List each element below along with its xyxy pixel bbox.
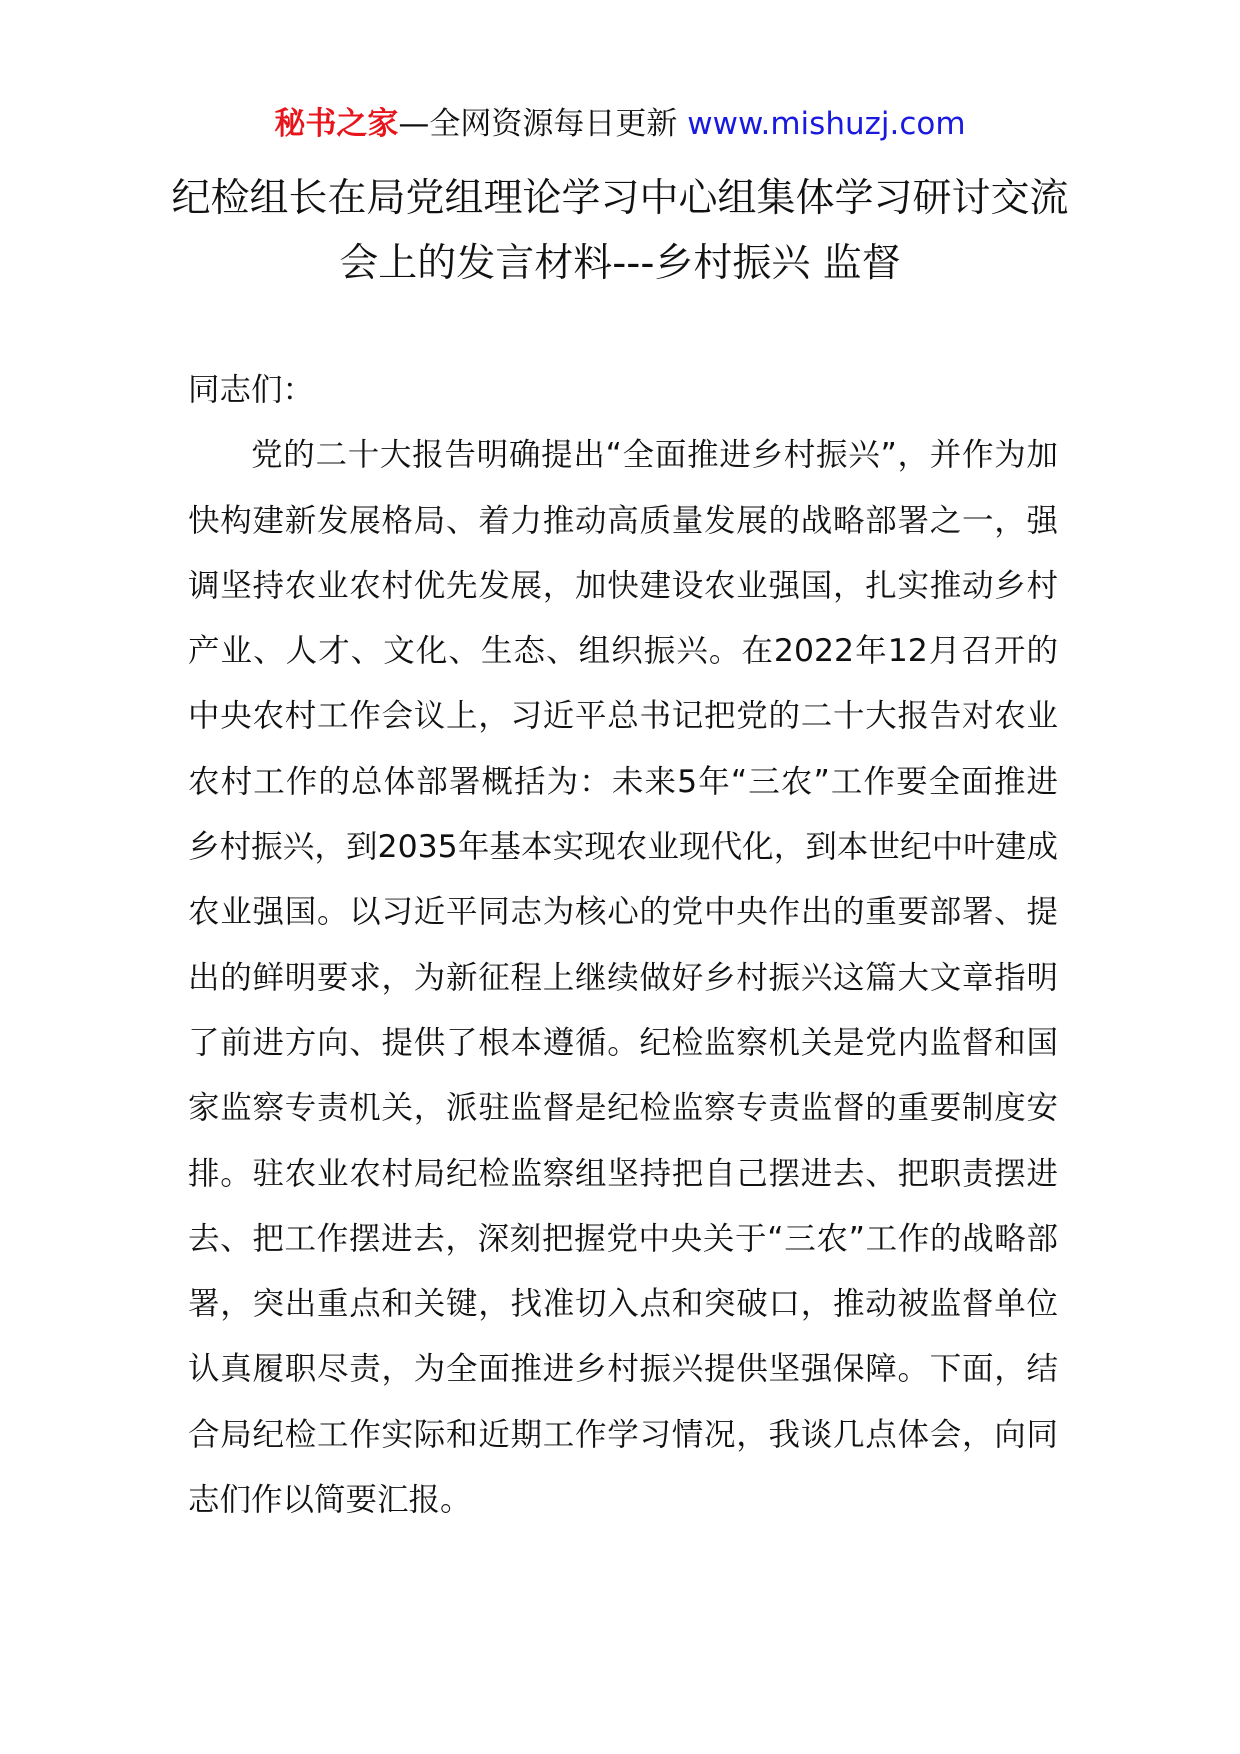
body-paragraph: 党的二十大报告明确提出“全面推进乡村振兴”，并作为加快构建新发展格局、着力推动高质量发展的战略部署之一，强调坚持农业农村优先发展，加快建设农业强国，扎实推动乡村产业、人才、文化、生态、组织振兴。在2022年12月召开的中央农村工作会议上，习近平总书记把党的二十大报告对农业农村工作的总体部署概括为：未来5年“三农”工作要全面推进乡村振兴，到2035年基本实现农业现代化，到本世纪中叶建成农业强国。以习近平同志为核心的党中央作出的重要部署、提出的鲜明要求，为新征程上继续做好乡村振兴这篇大文章指明了前进方向、提供了根本遵循。纪检监察机关是党内监督和国家监察专责机关，派驻监督是纪检监察专责监督的重要制度安排。驻农业农村局纪检监察组坚持把自己摆进去、把职责摆进去、把工作摆进去，深刻把握党中央关于“三农”工作的战略部署，突出重点和关键，找准切入点和突破口，推动被监督单位认真履职尽责，为全面推进乡村振兴提供坚强保障。下面，结合局纪检工作实际和近期工作学习情况，我谈几点体会，向同志们作以简要汇报。 — [188, 437, 1058, 1519]
site-header — [0, 104, 1240, 144]
salutation: 同志们： — [188, 372, 315, 408]
document-title: 纪检组长在局党组理论学习中心组集体学习研讨交流会上的发言材料---乡村振兴 监督 — [171, 176, 1069, 286]
header-slogan: —全网资源每日更新 — [398, 106, 688, 142]
document-body — [188, 358, 1058, 1533]
brand-name: 秘书之家 — [274, 106, 399, 142]
site-url-link[interactable]: www.mishuzj.com — [687, 106, 966, 142]
